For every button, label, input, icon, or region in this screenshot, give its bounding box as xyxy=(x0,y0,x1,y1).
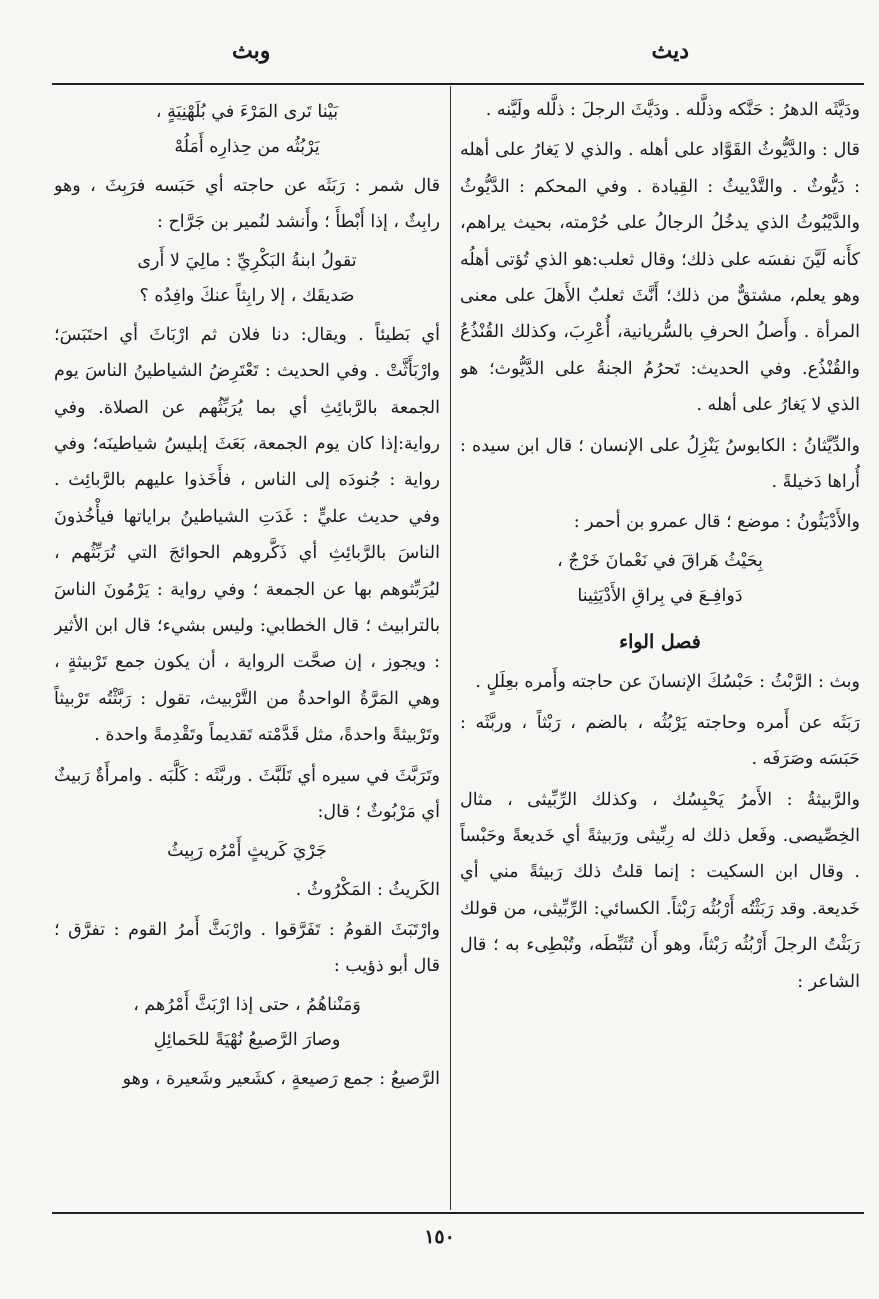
paragraph: والأَدْيَثُونُ : موضع ؛ قال عمرو بن أحمر : xyxy=(573,512,860,533)
verse-line: بِحَيْثُ هَراقَ في نَعْمانَ خَرْجٌ ، xyxy=(557,550,763,571)
verse xyxy=(460,544,860,614)
verse-line: صَديقَك ، إلا رابِثاً عنكَ وافِدُه ؟ xyxy=(139,285,355,306)
header-left-word: وبث xyxy=(232,38,271,64)
bottom-rule xyxy=(52,1212,864,1214)
header-right-word: ديث xyxy=(651,38,689,64)
verse xyxy=(54,834,440,869)
verse-line: تقولُ ابنةُ البَكْرِيِّ : مالِيَ لا أَرى xyxy=(137,250,357,271)
paragraph: وتَرَبَّثَ في سيره أي تَلَبَّثَ . وربَّثَه : كَلَّبَه . وامرأَةٌ رَبيثٌ أي مَرْبُوثٌ ؛ قال: xyxy=(54,765,440,823)
section-title: فصل الواء xyxy=(619,630,701,653)
paragraph: وارْتَبَثَ القومُ : تَفَرَّقوا . وارْبَثَّ أَمرُ القوم : تفرَّق ؛ قال أبو ذؤيب : xyxy=(54,919,440,977)
verse-line: يَرْبُثُه من حِذارِه أَمَلُهْ xyxy=(174,137,320,157)
paragraph: الكَريثُ : المَكْرُوثُ . xyxy=(295,879,440,900)
top-rule xyxy=(52,83,864,85)
page-header xyxy=(0,38,879,78)
paragraph: وبث : الرَّبْثُ : حَبْسُكَ الإنسانَ عن حاجته وأَمره بعِلَلٍ . xyxy=(475,672,860,693)
paragraph: والرَّبيثةُ : الأَمرُ يَحْبِسُك ، وكذلك الرِّبِّيثى ، مثال الخِصِّيصى. وفَعل ذلك له رِبِّيثى ورَبيثةً أي خَديعةً وحَبْساً . وقال ابن السكيت : إنما قلتُ ذلك رَبيثةً مني أي خَديعة. وقد رَبَثْتُه أَرْبُثُه رَبْثاً. الكسائي: الرِّبِّيثى، من قولك رَبَثْتُ الرجلَ أَرْبُثُه رَبْثاً، وهو أَن تُثَبِّطَه، وتُبْطِىء به ؛ قال الشاعر : xyxy=(460,789,860,992)
verse-line: دَوافِـعَ في بِراقِ الأَدْيَثِينا xyxy=(577,585,743,606)
verse-line: جَرْيَ كَريثٍ أَمْرُه رَبِيثُ xyxy=(167,840,327,861)
paragraph: قال : والدَّيُّوثُ القَوَّاد على أهله . والذي لا يَغارُ على أهله : دَيُّوثٌ . والتَّدْييثُ : القِيادة . وفي المحكم : الدَّيُّوثُ والدَّيْبُوثُ الذي يدخُلُ الرجالُ على حُرْمته، بحيث يراهم، كأَنه لَيَّنَ نفسَه على ذلك؛ وقال ثعلب:هو الذي تُؤتى أهلُه وهو يعلم، مشتقٌّ من ذلك؛ أَنَّثَ ثعلبٌ الأَهلَ على معنى المرأة . وأَصلُ الحرفِ بالسُّريانية، أُعْرِبَ، وكذلك القُنْذُعُ والقُنْذُع. وفي الحديث: تَحرُمُ الجنةُ على الدَّيُّوث؛ هو الذي لا يَغارُ على أهله . xyxy=(460,140,860,416)
verse xyxy=(54,95,440,165)
paragraph: والدِّيَّثانُ : الكابوسُ يَنْزِلُ على الإنسان ؛ قال ابن سيده : أُراها دَخيلةً . xyxy=(460,435,860,493)
page-number: ١٥٠ xyxy=(424,1226,455,1248)
verse xyxy=(54,988,440,1058)
left-column xyxy=(54,92,440,1204)
paragraph: قال شمر : رَبَثَه عن حاجته أي حَبَسه فرَبِثَ ، وهو رابِثٌ ، إذا أَبْطأَ ؛ وأَنشد لنُمير بن جَرَّاح : xyxy=(54,176,440,233)
paragraph: ودَيَّثَه الدهرُ : حَنَّكه وذلَّله . ودَيَّثَ الرجلَ : ذلَّله ولَيَّنه . xyxy=(485,100,860,120)
verse-line: وَمَنْناهُمُ ، حتى إذا ارْبَثَّ أَمْرُهم ، xyxy=(133,994,361,1015)
verse-line: بَيْنا تَرى المَرْءَ في بُلَهْنِيَةٍ ، xyxy=(155,102,339,122)
column-divider xyxy=(450,86,451,1210)
paragraph: الرَّصيعُ : جمع رَصيعةٍ ، كشَعير وشَعيرة ، وهو xyxy=(122,1068,440,1089)
right-column xyxy=(460,92,860,1204)
paragraph: رَبَثَه عن أَمره وحاجته يَرْبُثُه ، بالضم ، رَبْثاً ، وربَّثَه : حَبَسَه وصَرَفَه . xyxy=(460,712,860,770)
verse xyxy=(54,244,440,314)
verse-line: وصارَ الرَّصيعُ نُهْيَةً للحَمائِلِ xyxy=(153,1029,341,1050)
paragraph: أي بَطيئاً . ويقال: دنا فلان ثم ارْبَاثَ أي احتَبَسَ؛ وارْبَأَثَّتْ . وفي الحديث : تَعْتَرِضُ الشياطينُ الناسَ يوم الجمعة بالرَّبائِثِ أي بما يُرَبِّثُهم عن الصلاة. وفي رواية:إذا كان يوم الجمعة، بَعَثَ إبليسُ شياطينَه؛ وفي رواية : جُنودَه إلى الناس ، فأَخَذوا عليهم بالرَّبائِث . وفي حديث عليٍّ : غَدَتِ الشياطينُ براياتها فيأْخُذونَ الناسَ بالرَّبائِثِ أي ذَكَّروهم الحوائجَ التي تُرَبِّثُهم ، ليُرَبِّثوهم بها عن الجمعة ؛ وفي رواية : يَرْمُونَ الناسَ بالترابيث ؛ قال الخطابي: وليس بشيء؛ قال ابن الأثير : ويجوز ، إن صحَّت الرواية ، أن يكون جمع تَرْبيثةٍ ، وهي المَرَّةُ الواحدةُ من التَّرْبيث، تقول : رَبَّثْتُه تَرْبيثاً وتَرْبيثةً واحدةً، مثل قَدَّمْته تَقديماً وتَقْدِمةً واحدة . xyxy=(54,324,440,746)
